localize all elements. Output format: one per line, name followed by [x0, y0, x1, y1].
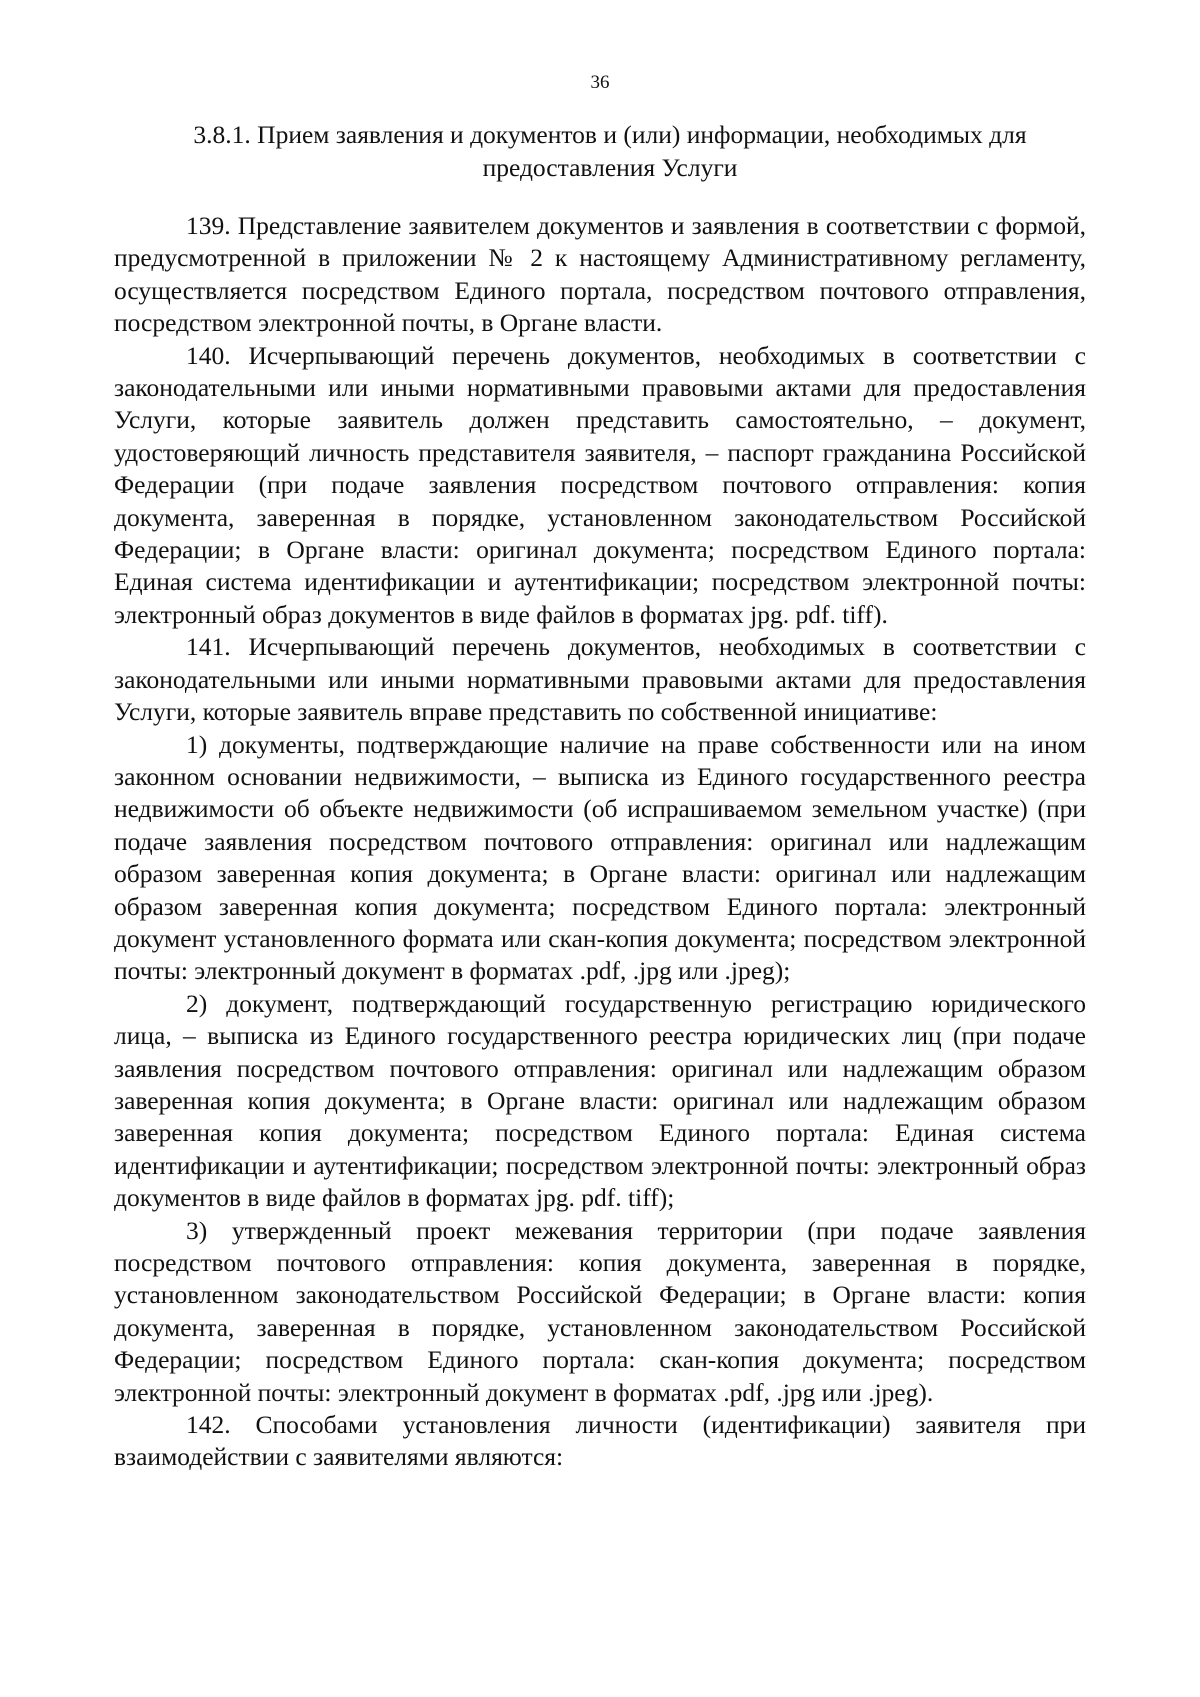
list-item-3: 3) утвержденный проект межевания территории (при подаче заявления посредством почтового отправления: копия документа, заверенная в порядке, установленном законодательством Российской Федерации; в Органе власти: копия документа, заверенная в порядке, установленном законодательством Российской Федерации; посредством Единого портала: скан-копия документа; посредством электронной почты: электронный документ в форматах .pdf, .jpg или .jpeg). [114, 1215, 1086, 1407]
paragraph-140: 140. Исчерпывающий перечень документов, необходимых в соответствии с законодательными или иными нормативными правовыми актами для предоставления Услуги, которые заявитель должен представить самостоятельно, – документ, удостоверяющий личность представителя заявителя, – паспорт гражданина Российской Федерации (при подаче заявления посредством почтового отправления: копия документа, заверенная в порядке, установленном законодательством Российской Федерации; в Органе власти: оригинал документа; посредством Единого портала: Единая система идентификации и аутентификации; посредством электронной почты: электронный образ документов в виде файлов в форматах jpg. pdf. tiff). [114, 340, 1086, 629]
document-body [114, 210, 1086, 1474]
paragraph-139: 139. Представление заявителем документов и заявления в соответствии с формой, предусмотренной в приложении № 2 к настоящему Административному регламенту, осуществляется посредством Единого портала, посредством почтового отправления, посредством электронной почты, в Органе власти. [114, 211, 1086, 338]
list-item-1: 1) документы, подтверждающие наличие на праве собственности или на ином законном основании недвижимости, – выписка из Единого государственного реестра недвижимости об объекте недвижимости (об испрашиваемом земельном участке) (при подаче заявления посредством почтового отправления: оригинал или надлежащим образом заверенная копия документа; в Органе власти: оригинал или надлежащим образом заверенная копия документа; посредством Единого портала: электронный документ установленного формата или скан-копия документа; посредством электронной почты: электронный документ в форматах .pdf, .jpg или .jpeg); [114, 729, 1086, 986]
paragraph-142: 142. Способами установления личности (идентификации) заявителя при взаимодействии с заявителями являются: [114, 1410, 1086, 1472]
page-number: 36 [590, 72, 610, 93]
section-heading: 3.8.1. Прием заявления и документов и (или) информации, необходимых для предоставления Услуги [193, 120, 1027, 182]
list-item-2: 2) документ, подтверждающий государственную регистрацию юридического лица, – выписка из Единого государственного реестра юридических лиц (при подаче заявления посредством почтового отправления: оригинал или надлежащим образом заверенная копия документа; в Органе власти: оригинал или надлежащим образом заверенная копия документа; посредством Единого портала: Единая система идентификации и аутентификации; посредством электронной почты: электронный образ документов в виде файлов в форматах jpg. pdf. tiff); [114, 988, 1086, 1213]
paragraph-141: 141. Исчерпывающий перечень документов, необходимых в соответствии с законодательными или иными нормативными правовыми актами для предоставления Услуги, которые заявитель вправе представить по собственной инициативе: [114, 632, 1086, 727]
